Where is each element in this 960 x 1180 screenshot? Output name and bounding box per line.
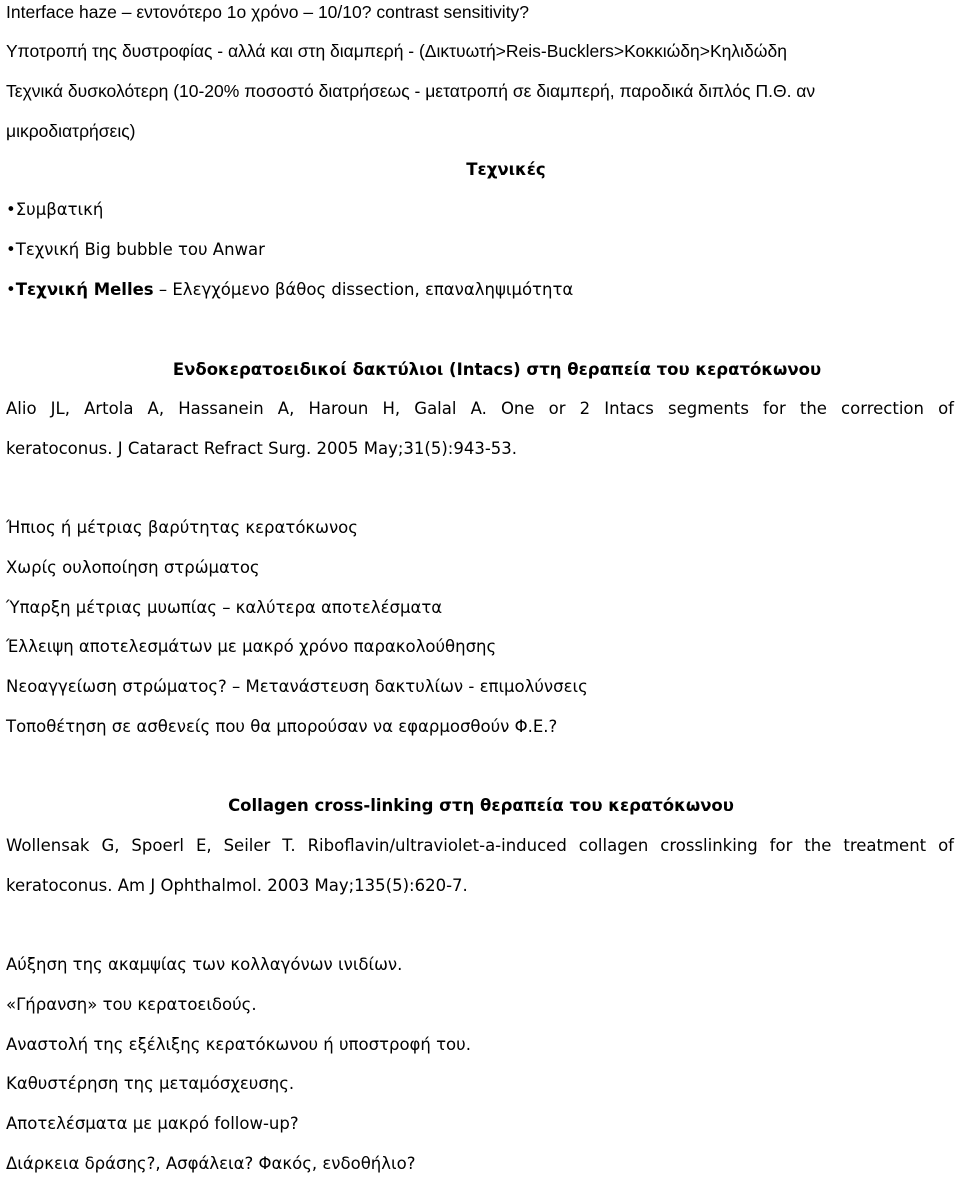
collagen-point: Αναστολή της εξέλιξης κερατόκωνου ή υποστροφή του. [6, 1035, 471, 1054]
intacs-point: Τοποθέτηση σε ασθενείς που θα μπορούσαν να εφαρμοσθούν Φ.Ε.? [6, 717, 558, 736]
intacs-point: Νεοαγγείωση στρώματος? – Μετανάστευση δακτυλίων - επιμολύνσεις [6, 677, 588, 696]
collagen-point: Αποτελέσματα με μακρό follow-up? [6, 1114, 299, 1133]
intro-line-1: Interface haze – εντονότερο 1ο χρόνο – 10/10? contrast sensitivity? [6, 2, 530, 22]
intacs-point: Ύπαρξη μέτριας μυωπίας – καλύτερα αποτελέσματα [6, 598, 443, 617]
bullet: • [6, 200, 16, 219]
collagen-reference-line-1: Wollensak G, Spoerl E, Seiler T. Riboflavin/ultraviolet-a-induced collagen crosslinking for the treatment of [6, 836, 954, 855]
intacs-reference-line-1: Alio JL, Artola A, Hassanein A, Haroun H, Galal A. One or 2 Intacs segments for the correction of [6, 399, 954, 418]
collagen-point: Διάρκεια δράσης?, Ασφάλεια? Φακός, ενδοθήλιο? [6, 1154, 416, 1173]
technique-label-bold: Τεχνική Melles [15, 280, 154, 299]
intacs-heading: Ενδοκερατοειδικοί δακτύλιοι (Intacs) στη θεραπεία του κερατόκωνου [172, 360, 822, 379]
technique-description: – Ελεγχόμενο βάθος dissection, επαναληψιμότητα [153, 280, 574, 299]
technique-item-melles [6, 282, 954, 299]
technique-label: Συμβατική [15, 200, 104, 219]
intacs-reference-line-2: keratoconus. J Cataract Refract Surg. 2005 May;31(5):943-53. [6, 439, 518, 458]
technique-item-big-bubble [6, 242, 954, 259]
technique-item-conventional [6, 202, 954, 219]
intacs-point: Χωρίς ουλοποίηση στρώματος [6, 558, 260, 577]
techniques-heading: Τεχνικές [466, 160, 546, 179]
collagen-point: «Γήρανση» του κερατοειδούς. [6, 995, 257, 1014]
collagen-point: Καθυστέρηση της μεταμόσχευσης. [6, 1074, 295, 1093]
bullet: • [6, 280, 16, 299]
technique-label: Τεχνική Big bubble του Anwar [15, 240, 265, 259]
intro-line-2: Υποτροπή της δυστροφίας - αλλά και στη διαμπερή - (Δικτυωτή>Reis-Bucklers>Κοκκιώδη>Κηλιδώδη [6, 41, 787, 61]
collagen-heading: Collagen cross-linking στη θεραπεία του κερατόκωνου [228, 796, 734, 815]
intacs-point: Έλλειψη αποτελεσμάτων με μακρό χρόνο παρακολούθησης [6, 637, 497, 656]
collagen-reference-line-2: keratoconus. Am J Ophthalmol. 2003 May;135(5):620-7. [6, 876, 468, 895]
intacs-point: Ήπιος ή μέτριας βαρύτητας κερατόκωνος [6, 518, 358, 537]
bullet: • [6, 240, 16, 259]
intro-line-4: μικροδιατρήσεις) [6, 121, 136, 141]
intro-line-3: Τεχνικά δυσκολότερη (10-20% ποσοστό διατρήσεως - μετατροπή σε διαμπερή, παροδικά διπλός Π.Θ. αν [6, 81, 816, 101]
collagen-point: Αύξηση της ακαμψίας των κολλαγόνων ινιδίων. [6, 955, 403, 974]
